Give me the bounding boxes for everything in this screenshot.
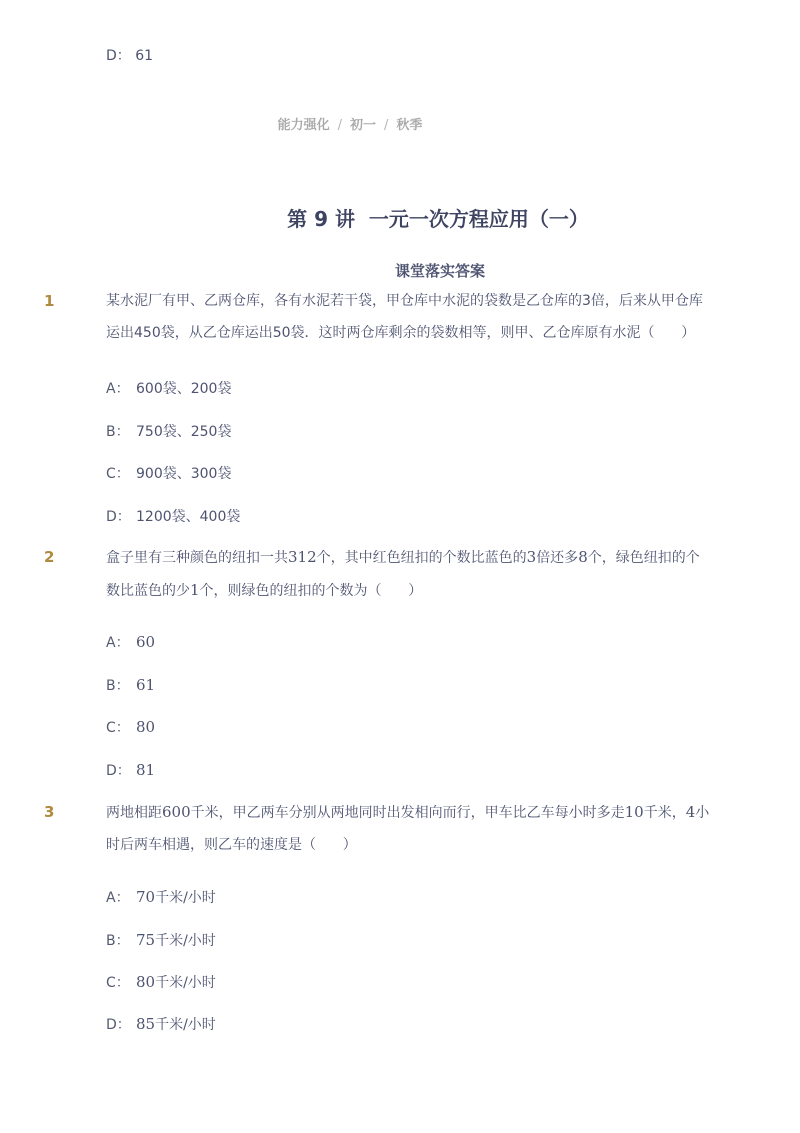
option-value: 60 (136, 633, 156, 651)
text-run: 盒子里有三种颜色的纽扣一共 (106, 550, 288, 566)
question-number: 3 (44, 803, 55, 821)
option-value: 61 (136, 676, 156, 694)
math-number: 8 (578, 548, 588, 566)
math-number: 4 (685, 803, 696, 821)
option-key: A： (106, 381, 130, 397)
question-text (106, 541, 726, 607)
option-key: D： (106, 509, 131, 525)
option-value: 61 (135, 48, 154, 64)
text-run: 小 (695, 805, 710, 821)
previous-option-d (106, 45, 153, 65)
question-line: 某水泥厂有甲、乙两仓库，各有水泥若干袋，甲仓库中水泥的袋数是乙仓库的3倍，后来从甲仓库 (106, 293, 703, 309)
text-run: 两地相距 (106, 805, 162, 821)
math-number: 10 (624, 803, 644, 821)
option-b[interactable] (106, 930, 216, 950)
option-a[interactable] (106, 887, 216, 907)
option-unit: 千米/小时 (155, 975, 216, 991)
question-line: 运出450袋，从乙仓库运出50袋．这时两仓库剩余的袋数相等，则甲、乙仓库原有水泥（ ） (106, 325, 696, 341)
breadcrumb-item-course: 能力强化 (277, 118, 330, 133)
option-d[interactable] (106, 506, 240, 526)
question-text (106, 796, 726, 861)
option-key: C： (106, 720, 130, 736)
math-number: 1 (190, 581, 200, 599)
lecture-title: 第 9 讲 一元一次方程应用（一） (287, 207, 589, 231)
breadcrumb-separator: / (337, 118, 342, 133)
option-d[interactable] (106, 1014, 216, 1034)
option-value: 80 (136, 718, 156, 736)
option-unit: 千米/小时 (155, 933, 216, 949)
math-number: 312 (288, 548, 317, 566)
breadcrumb (0, 114, 700, 133)
option-b[interactable] (106, 675, 155, 695)
option-a[interactable] (106, 378, 231, 398)
option-d[interactable] (106, 760, 155, 780)
math-number: 3 (526, 548, 537, 566)
breadcrumb-item-term: 秋季 (396, 118, 423, 133)
question-line: 时后两车相遇，则乙车的速度是（ ） (106, 837, 357, 853)
question-line (106, 796, 726, 829)
option-unit: 千米/小时 (155, 890, 216, 906)
text-run: 个，绿色纽扣的个 (587, 550, 700, 566)
option-key: A： (106, 635, 130, 651)
breadcrumb-separator: / (384, 118, 389, 133)
option-number: 80 (136, 973, 156, 991)
option-key: B： (106, 678, 130, 694)
section-title: 课堂落实答案 (394, 262, 485, 280)
option-number: 85 (136, 1015, 156, 1033)
option-key: B： (106, 933, 130, 949)
option-value: 900袋、300袋 (136, 466, 232, 482)
option-key: C： (106, 466, 130, 482)
option-b[interactable] (106, 421, 231, 441)
question-line (106, 574, 726, 607)
option-a[interactable] (106, 632, 155, 652)
text-run: 个，其中红色纽扣的个数比蓝色的 (316, 550, 527, 566)
text-run: 千米，甲乙两车分别从两地同时出发相向而行，甲车比乙车每小时多走 (190, 805, 625, 821)
option-key: A： (106, 890, 130, 906)
option-key: B： (106, 424, 130, 440)
option-key: D： (106, 763, 131, 779)
breadcrumb-item-grade: 初一 (349, 118, 376, 133)
text-run: 数比蓝色的少 (106, 583, 190, 599)
question-text (106, 285, 726, 349)
option-number: 70 (136, 888, 156, 906)
option-value: 600袋、200袋 (136, 381, 232, 397)
option-c[interactable] (106, 972, 216, 992)
option-value: 1200袋、400袋 (136, 509, 241, 525)
option-c[interactable] (106, 463, 231, 483)
question-line (106, 541, 726, 574)
option-number: 75 (136, 931, 156, 949)
math-number: 600 (162, 803, 191, 821)
option-value: 750袋、250袋 (136, 424, 232, 440)
option-unit: 千米/小时 (155, 1017, 216, 1033)
text-run: 倍还多 (536, 550, 579, 566)
question-number: 1 (44, 292, 55, 310)
option-key: C： (106, 975, 130, 991)
option-key: D： (106, 48, 131, 64)
option-key: D： (106, 1017, 131, 1033)
option-value: 81 (136, 761, 156, 779)
text-run: 千米， (643, 805, 686, 821)
option-c[interactable] (106, 717, 155, 737)
question-number: 2 (44, 548, 55, 566)
text-run: 个，则绿色的纽扣的个数为（ ） (199, 583, 423, 599)
